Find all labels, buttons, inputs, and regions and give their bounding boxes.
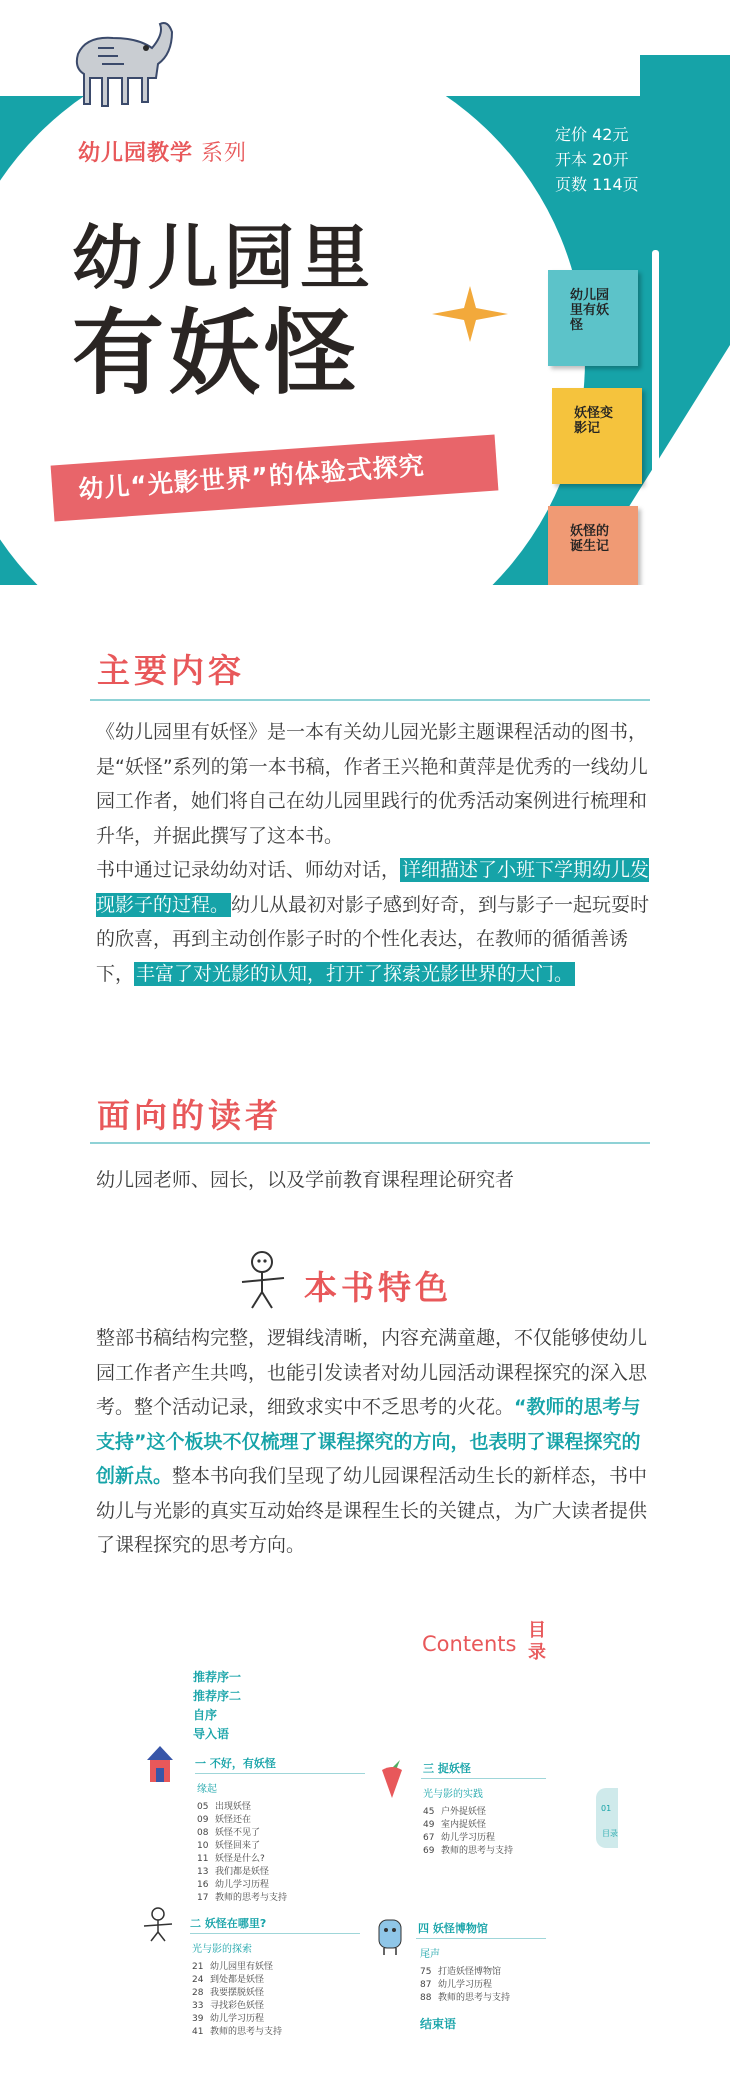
toc-entry[interactable]: 09 妖怪还在 bbox=[197, 1815, 252, 1825]
main-content-paragraph-2 bbox=[96, 853, 656, 991]
side-tab bbox=[596, 1788, 618, 1848]
cover-book-1 bbox=[548, 270, 638, 366]
chapter-1-title[interactable]: 一 不好，有妖怪 bbox=[195, 1757, 276, 1770]
toc-entry[interactable]: 45 户外捉妖怪 bbox=[423, 1807, 487, 1817]
toc-entry[interactable]: 05 出现妖怪 bbox=[197, 1802, 252, 1812]
toc-entry[interactable]: 67 幼儿学习历程 bbox=[423, 1833, 496, 1843]
stick-figure-small-icon bbox=[140, 1906, 176, 1942]
main-content-paragraph-1: 《幼儿园里有妖怪》是一本有关幼儿园光影主题课程活动的图书，是“妖怪”系列的第一本书稿，作者王兴艳和黄萍是优秀的一线幼儿园工作者，她们将自己在幼儿园里践行的优秀活动案例进行梳理和升华，并据此撰写了这本书。 bbox=[96, 721, 648, 847]
ch3-divider bbox=[421, 1778, 546, 1779]
ch1-divider bbox=[195, 1773, 365, 1774]
toc-entry[interactable]: 49 室内捉妖怪 bbox=[423, 1820, 487, 1830]
toc-entry[interactable]: 87 幼儿学习历程 bbox=[420, 1980, 493, 1990]
cover-2-title: 妖怪变影记 bbox=[574, 406, 614, 436]
toc-entry[interactable]: 08 妖怪不见了 bbox=[197, 1828, 261, 1838]
house-icon bbox=[145, 1744, 175, 1784]
main-content-heading: 主要内容 bbox=[97, 651, 245, 690]
series-bold: 幼儿园教学 bbox=[78, 141, 194, 166]
chapter-1-sub: 缘起 bbox=[197, 1784, 217, 1795]
series-label bbox=[78, 136, 247, 167]
vertical-bar bbox=[652, 250, 659, 580]
contents-label-cn: 目录 bbox=[528, 1620, 546, 1663]
readers-text: 幼儿园老师、园长，以及学前教育课程理论研究者 bbox=[96, 1169, 515, 1191]
hero-banner bbox=[0, 0, 730, 585]
ending-item[interactable]: 结束语 bbox=[420, 2017, 457, 2031]
toc-entry[interactable]: 69 教师的思考与支持 bbox=[423, 1846, 514, 1856]
toc-entry[interactable]: 88 教师的思考与支持 bbox=[420, 1993, 511, 2003]
p2-text-a: 书中通过记录幼幼对话、师幼对话， bbox=[96, 859, 401, 881]
toc-entry[interactable]: 13 我们都是妖怪 bbox=[197, 1867, 270, 1877]
chapter-2-sub: 光与影的探索 bbox=[192, 1944, 252, 1955]
spec-pages: 页数 114页 bbox=[555, 175, 639, 194]
section2-divider bbox=[90, 1142, 650, 1144]
front-item[interactable]: 推荐序二 bbox=[193, 1689, 242, 1703]
title-line-2: 有妖怪 bbox=[72, 299, 361, 407]
toc-entry[interactable]: 28 我要摆脱妖怪 bbox=[192, 1988, 265, 1998]
readers-heading: 面向的读者 bbox=[97, 1096, 282, 1135]
title-line-1: 幼儿园里 bbox=[72, 216, 376, 299]
features-bold-text: “教师的思考与支持”这个板块不仅梳理了课程探究的方向，也表明了课程探究的创新点。 bbox=[96, 1396, 641, 1487]
book-title bbox=[72, 215, 376, 405]
monster-icon bbox=[375, 1916, 405, 1956]
p2-text-b: 幼儿从最初对影子感到好奇，到与影子一起玩耍时的欣喜，再到主动创作影子时的个性化表达，在教师的循循善诱下， bbox=[96, 893, 650, 985]
section1-divider bbox=[90, 699, 650, 701]
toc-entry[interactable]: 21 幼儿园里有妖怪 bbox=[192, 1962, 274, 1972]
book-specs bbox=[555, 122, 639, 197]
toc-entry[interactable]: 39 幼儿学习历程 bbox=[192, 2014, 265, 2024]
front-item[interactable]: 导入语 bbox=[193, 1727, 230, 1741]
side-tab-number: 01 bbox=[601, 1804, 612, 1813]
toc-entry[interactable]: 33 寻找彩色妖怪 bbox=[192, 2001, 265, 2011]
p2-highlight-2: 丰富了对光影的认知，打开了探索光影世界的大门。 bbox=[136, 962, 574, 985]
chapter-3-sub: 光与影的实践 bbox=[423, 1789, 483, 1800]
features-text-a: 整部书稿结构完整，逻辑线清晰，内容充满童趣，不仅能够使幼儿园工作者产生共鸣，也能引发读者对幼儿园活动课程探究的深入思考。整个活动记录，细致求实中不乏思考的火花。 bbox=[96, 1327, 648, 1418]
toc-entry[interactable]: 41 教师的思考与支持 bbox=[192, 2027, 283, 2037]
chapter-2-list bbox=[192, 1961, 282, 2039]
cover-book-2 bbox=[552, 388, 642, 484]
star-accent bbox=[430, 284, 510, 344]
front-item[interactable]: 自序 bbox=[193, 1708, 218, 1722]
front-item[interactable]: 推荐序一 bbox=[193, 1670, 242, 1684]
toc-entry[interactable]: 16 幼儿学习历程 bbox=[197, 1880, 270, 1890]
toc-entry[interactable]: 11 妖怪是什么? bbox=[197, 1854, 265, 1864]
cover-1-title: 幼儿园里有妖怪 bbox=[570, 288, 610, 333]
toc-entry[interactable]: 75 打造妖怪博物馆 bbox=[420, 1967, 502, 1977]
series-thin: 系列 bbox=[201, 141, 248, 166]
toc-entry[interactable]: 17 教师的思考与支持 bbox=[197, 1893, 288, 1903]
chapter-1-list bbox=[197, 1801, 287, 1905]
cover-3-title: 妖怪的诞生记 bbox=[570, 524, 610, 554]
toc-entry[interactable]: 24 到处都是妖怪 bbox=[192, 1975, 265, 1985]
chapter-4-list bbox=[420, 1966, 510, 2005]
spec-price: 定价 42元 bbox=[555, 125, 629, 144]
spec-format: 开本 20开 bbox=[555, 150, 629, 169]
carrot-icon bbox=[378, 1756, 406, 1800]
cover-book-3 bbox=[548, 506, 638, 585]
chapter-3-list bbox=[423, 1806, 513, 1858]
features-paragraph bbox=[96, 1321, 656, 1563]
side-tab-text: 目录 bbox=[602, 1829, 618, 1838]
features-text-b: 整本书向我们呈现了幼儿园课程活动生长的新样态，书中幼儿与光影的真实互动始终是课程生长的关键点，为广大读者提供了课程探究的思考方向。 bbox=[96, 1465, 648, 1556]
front-matter bbox=[193, 1668, 241, 1744]
p2-highlight-1: 详细描述了小班下学期幼儿发现影子的过程。 bbox=[96, 859, 650, 916]
chapter-2-title[interactable]: 二 妖怪在哪里? bbox=[190, 1917, 267, 1930]
chapter-4-title[interactable]: 四 妖怪博物馆 bbox=[418, 1922, 488, 1935]
elephant-illustration bbox=[68, 14, 178, 114]
chapter-3-title[interactable]: 三 捉妖怪 bbox=[423, 1762, 471, 1775]
toc-entry[interactable]: 10 妖怪回来了 bbox=[197, 1841, 261, 1851]
chapter-4-sub: 尾声 bbox=[420, 1949, 440, 1960]
subtitle-text: 幼儿“光影世界”的体验式探究 bbox=[77, 450, 426, 505]
ch4-divider bbox=[416, 1938, 546, 1939]
contents-label-en: Contents bbox=[422, 1632, 517, 1656]
features-heading: 本书特色 bbox=[304, 1268, 452, 1307]
ch2-divider bbox=[190, 1933, 360, 1934]
stick-figure-icon bbox=[232, 1248, 294, 1310]
